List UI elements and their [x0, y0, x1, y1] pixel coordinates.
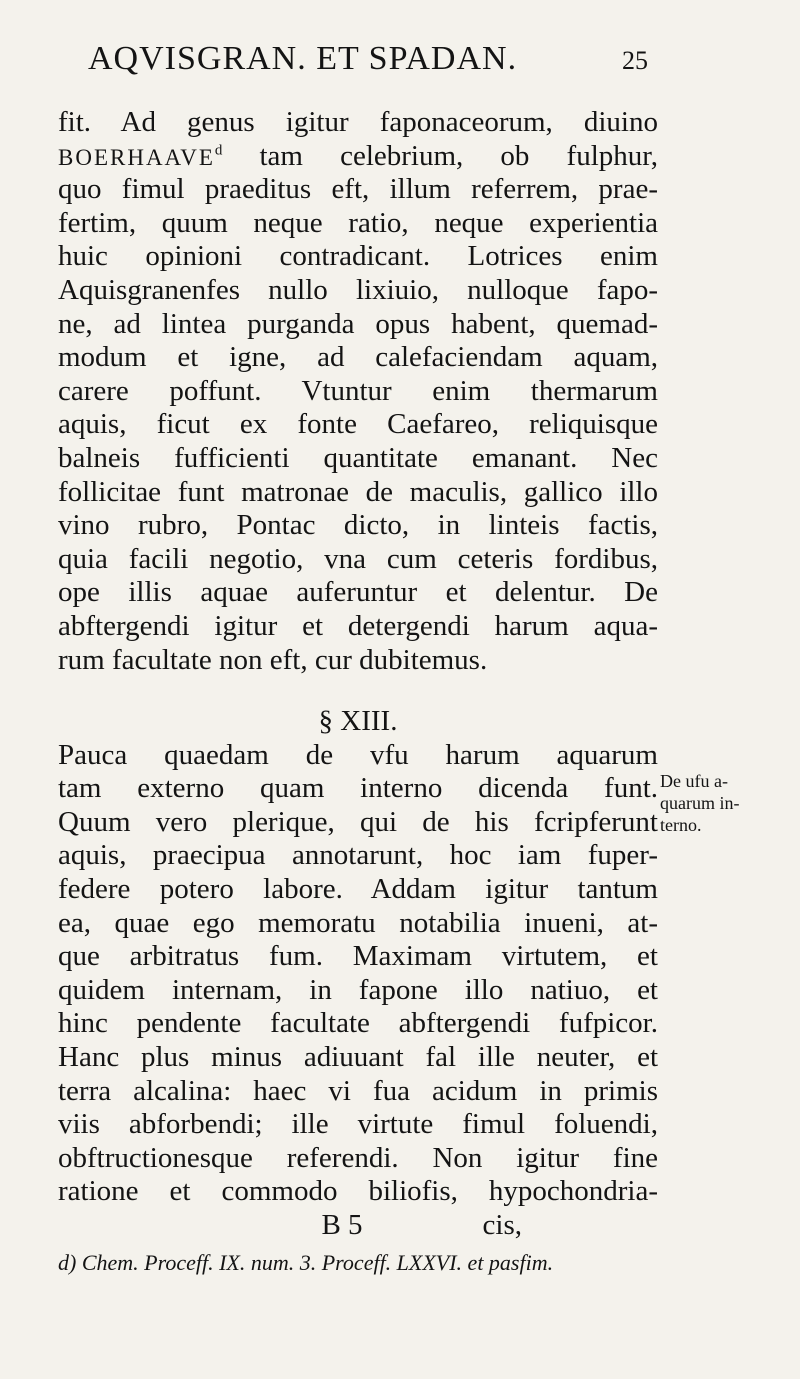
- text-line: modum et igne, ad calefaciendam aquam,: [58, 341, 658, 374]
- text-line: tam externo quam interno dicenda funt.: [58, 772, 658, 805]
- text-line: balneis fufficienti quantitate emanant. Nec: [58, 441, 658, 474]
- footnote: d) Chem. Proceff. IX. num. 3. Proceff. LXXVI. et pasfim.: [58, 1250, 554, 1275]
- margin-note: [660, 770, 800, 836]
- text-line: quidem internam, in fapone illo natiuo, et: [58, 973, 658, 1006]
- text-line: terra alcalina: haec vi fua acidum in primis: [58, 1074, 658, 1107]
- text-line-rest: tam celebrium, ob fulphur,: [259, 139, 659, 172]
- text-line: abftergendi igitur et detergendi harum aqua-: [58, 609, 658, 642]
- text-line: obftructionesque referendi. Non igitur fine: [58, 1141, 658, 1174]
- text-line: fit. Ad genus igitur faponaceorum, diuino: [58, 106, 658, 138]
- text-line: federe potero labore. Addam igitur tantum: [58, 873, 658, 906]
- text-line: carere poffunt. Vtuntur enim thermarum: [58, 374, 658, 407]
- text-line: fertim, quum neque ratio, neque experientia: [58, 206, 658, 239]
- margin-note-line: De ufu a-: [660, 771, 728, 791]
- text-line: ratione et commodo biliofis, hypochondria-: [58, 1175, 658, 1208]
- text-line: hinc pendente facultate abftergendi fufpicor.: [58, 1007, 658, 1040]
- text-line: Hanc plus minus adiuuant fal ille neuter, et: [58, 1041, 658, 1074]
- text-line: vino rubro, Pontac dicto, in linteis factis,: [58, 509, 658, 542]
- footnote-mark: d: [214, 141, 223, 158]
- page-number: 25: [622, 46, 648, 75]
- text-line: aquis, ficut ex fonte Caefareo, reliquisque: [58, 408, 658, 441]
- text-line: follicitae funt matronae de maculis, gallico illo: [58, 475, 658, 508]
- spacer: [58, 677, 658, 705]
- catchword: cis,: [482, 1209, 522, 1241]
- text-line: ea, quae ego memoratu notabilia inueni, at-: [58, 906, 658, 939]
- text-line: ope illis aquae auferuntur et delentur. De: [58, 576, 658, 609]
- text-line: rum facultate non eft, cur dubitemus.: [58, 643, 488, 676]
- text-line: quia facili negotio, vna cum ceteris fordibus,: [58, 542, 658, 575]
- text-line: quo fimul praeditus eft, illum referrem, prae-: [58, 173, 658, 206]
- signature-mark: B 5: [321, 1209, 363, 1241]
- running-header: [88, 40, 648, 78]
- text-line: [58, 140, 658, 174]
- text-line: que arbitratus fum. Maximam virtutem, et: [58, 940, 658, 973]
- margin-note-line: quarum in-: [660, 793, 740, 813]
- text-line: ne, ad lintea purganda opus habent, quemad-: [58, 307, 658, 340]
- signature-line: [58, 1209, 658, 1243]
- running-title: AQVISGRAN. ET SPADAN.: [88, 40, 518, 77]
- paragraph-1: [58, 106, 658, 677]
- paragraph-2: [58, 739, 658, 1243]
- text-line: huic opinioni contradicant. Lotrices enim: [58, 240, 658, 273]
- section-heading: § XIII.: [318, 705, 398, 738]
- author-name: BOERHAAVE: [58, 144, 215, 170]
- text-line: Pauca quaedam de vfu harum aquarum: [58, 738, 658, 771]
- text-line: Aquisgranenfes nullo lixiuio, nulloque fapo-: [58, 273, 658, 306]
- text-line: viis abforbendi; ille virtute fimul foluendi,: [58, 1108, 658, 1141]
- main-text: [58, 106, 658, 1243]
- text-line: Quum vero plerique, qui de his fcripferunt: [58, 805, 658, 838]
- text-line: aquis, praecipua annotarunt, hoc iam fuper-: [58, 839, 658, 872]
- margin-note-line: terno.: [660, 815, 702, 835]
